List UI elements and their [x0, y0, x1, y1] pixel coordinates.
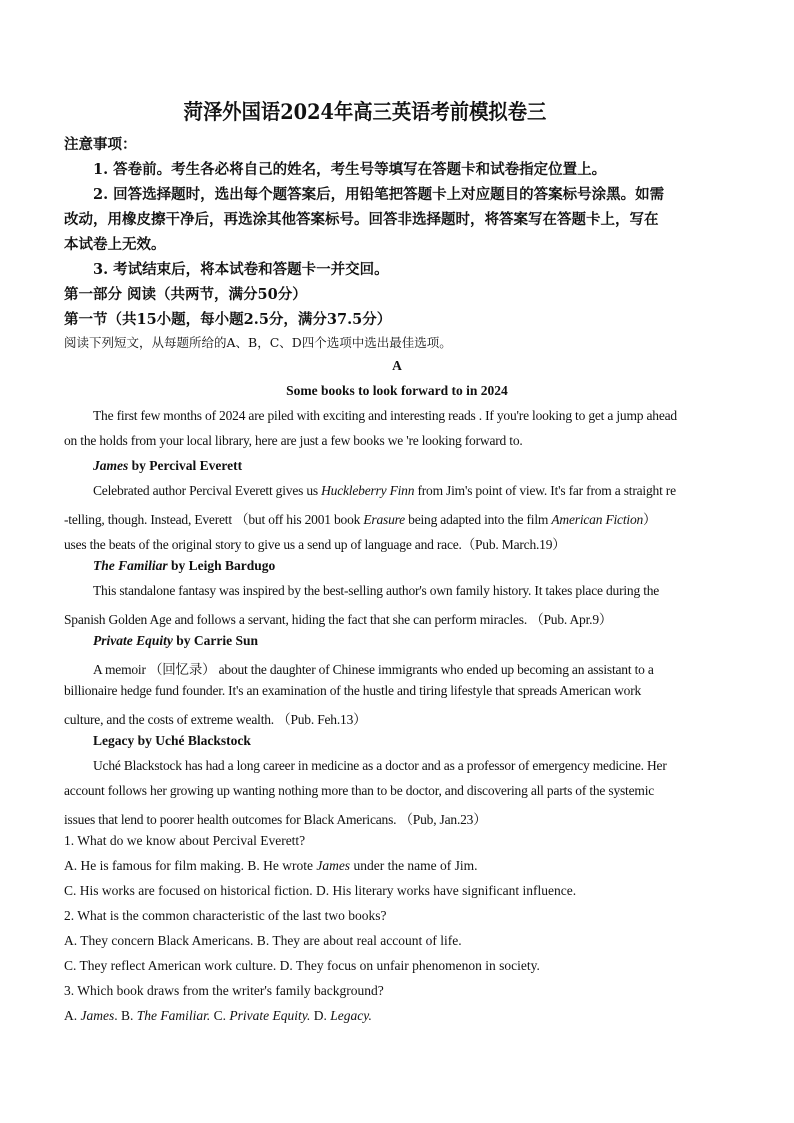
book-3-line-2: billionaire hedge fund founder. It's an examination of the hustle and tiring lifestyle that spreads American work	[64, 683, 642, 698]
page-title: 菏泽外国语2024年高三英语考前模拟卷三	[183, 99, 547, 124]
text: being adapted into the film	[404, 512, 552, 527]
book-3-heading	[93, 633, 258, 649]
book-4-line-2: account follows her growing up wanting nothing more than to be doctor, and discovering all parts of the systemic	[64, 783, 655, 798]
text: ）	[643, 512, 657, 527]
book-4-heading: Legacy by Uché Blackstock	[93, 733, 251, 748]
notice-item-1: 1. 答卷前。考生各必将自己的姓名，考生号等填写在答题卡和试卷指定位置上。	[93, 161, 607, 178]
instruction-text: 阅读下列短文，从每题所给的A、B，C、D四个选项中选出最佳选项。	[64, 335, 452, 350]
option-d: Legacy.	[330, 1008, 372, 1023]
notice-item-2-line-1: 2. 回答选择题时，选出每个题答案后，用铅笔把答题卡上对应题目的答案标号涂黑。如需	[93, 186, 665, 203]
text: Celebrated author Percival Everett gives us	[93, 483, 322, 498]
option-letter: C.	[210, 1008, 230, 1023]
text: A. He is famous for film making. B. He wrote	[64, 858, 317, 873]
text: -telling, though. Instead, Everett （but off his 2001 book	[64, 512, 364, 527]
book-2-line-2: Spanish Golden Age and follows a servant, hiding the fact that she can perform miracles. （Pub. Apr.9）	[64, 612, 613, 627]
book-1-heading	[93, 458, 242, 474]
question-3-options	[64, 1008, 372, 1024]
question-2-stem: 2. What is the common characteristic of the last two books?	[64, 908, 387, 923]
option-letter: A.	[64, 1008, 81, 1023]
question-1-options-cd: C. His works are focused on historical fiction. D. His literary works have significant influence.	[64, 883, 577, 898]
passage-heading: Some books to look forward to in 2024	[286, 383, 508, 398]
question-2-options-cd: C. They reflect American work culture. D. They focus on unfair phenomenon in society.	[64, 958, 540, 973]
question-2-options-ab: A. They concern Black Americans. B. They are about real account of life.	[64, 933, 462, 948]
question-1-options-ab	[64, 858, 478, 874]
question-3-stem: 3. Which book draws from the writer's family background?	[64, 983, 384, 998]
book-2-line-1: This standalone fantasy was inspired by the best-selling author's own family history. It takes place during the	[93, 583, 660, 598]
book-4-line-3: issues that lend to poorer health outcomes for Black Americans. （Pub, Jan.23）	[64, 812, 487, 827]
book-1-line-2	[64, 508, 656, 528]
text: from Jim's point of view. It's far from a straight re	[414, 483, 676, 498]
book-3-line-1: A memoir （回忆录） about the daughter of Chinese immigrants who ended up becoming an assistant to a	[93, 662, 654, 677]
intro-line-1: The first few months of 2024 are piled with exciting and interesting reads . If you're looking to get a jump ahead	[93, 408, 677, 423]
option-letter: . B.	[114, 1008, 137, 1023]
work-title: Huckleberry Finn	[321, 483, 415, 498]
notice-item-2-line-3: 本试卷上无效。	[64, 236, 166, 253]
work-title: Erasure	[363, 512, 405, 527]
book-1-line-1	[93, 483, 676, 499]
passage-letter: A	[392, 358, 402, 373]
option-b: The Familiar.	[136, 1008, 211, 1023]
notice-item-2-line-2: 改动，用橡皮擦干净后，再选涂其他答案标号。回答非选择题时，将答案写在答题卡上，写在	[64, 211, 659, 228]
option-c: Private Equity.	[229, 1008, 311, 1023]
text: under the name of Jim.	[350, 858, 478, 873]
notice-item-3: 3. 考试结束后，将本试卷和答题卡一并交回。	[93, 261, 389, 278]
book-2-title: The Familiar	[93, 558, 168, 573]
intro-line-2: on the holds from your local library, here are just a few books we 're looking forward to.	[64, 433, 523, 448]
book-3-line-3: culture, and the costs of extreme wealth. （Pub. Feh.13）	[64, 712, 367, 727]
section-heading: 第一节（共15小题，每小题2.5分，满分37.5分）	[64, 311, 392, 328]
book-2-author: by Leigh Bardugo	[167, 558, 276, 573]
book-1-author: by Percival Everett	[128, 458, 243, 473]
option-a: James	[80, 1008, 115, 1023]
option-letter: D.	[310, 1008, 331, 1023]
book-2-heading	[93, 558, 275, 574]
work-title: James	[316, 858, 351, 873]
notice-heading: 注意事项：	[64, 136, 137, 153]
book-1-title: James	[93, 458, 129, 473]
question-1-stem: 1. What do we know about Percival Everett?	[64, 833, 306, 848]
part-heading: 第一部分 阅读（共两节，满分50分）	[64, 286, 307, 303]
book-3-author: by Carrie Sun	[172, 633, 259, 648]
book-3-title: Private Equity	[93, 633, 173, 648]
work-title: American Fiction	[551, 512, 644, 527]
book-4-line-1: Uché Blackstock has had a long career in medicine as a doctor and as a professor of emergency medicine. Her	[93, 758, 667, 773]
book-1-line-3: uses the beats of the original story to give us a send up of language and race.（Pub. March.19）	[64, 537, 566, 552]
